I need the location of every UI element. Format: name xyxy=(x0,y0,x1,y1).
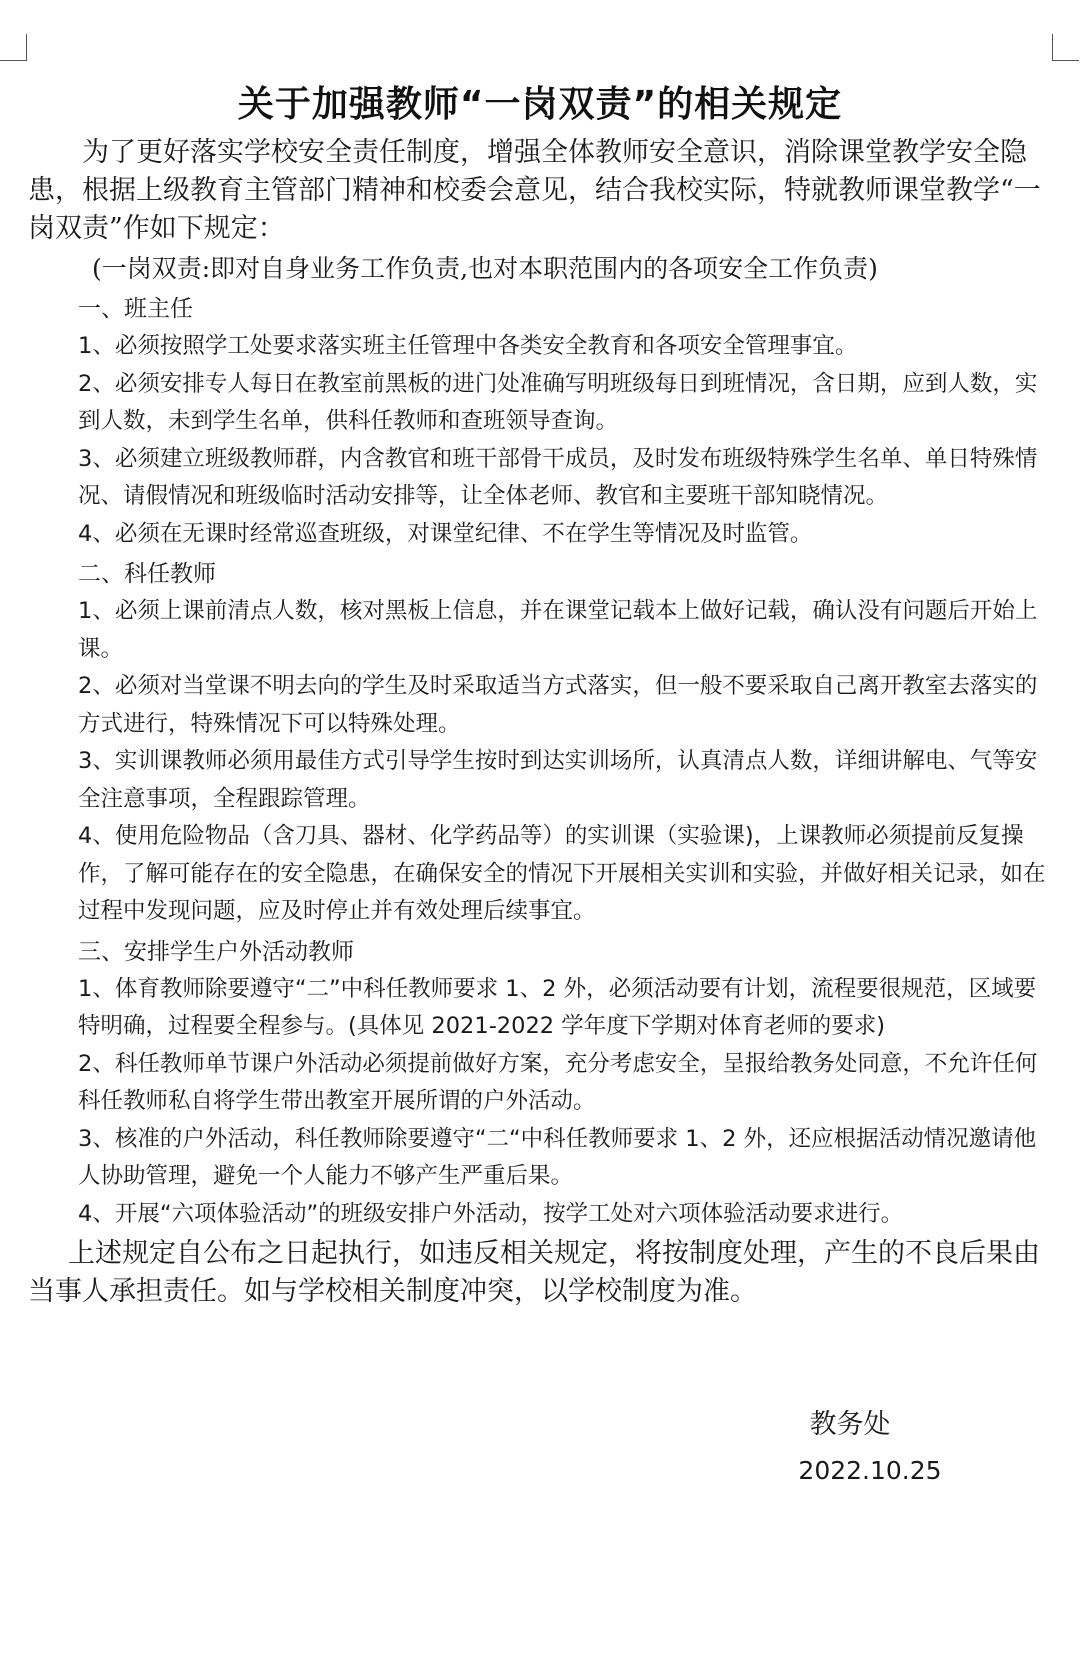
section-heading: 一、班主任 xyxy=(78,296,193,322)
list-item: 4、必须在无课时经常巡查班级，对课堂纪律、不在学生等情况及时监管。 xyxy=(78,520,813,547)
section-heading: 二、科任教师 xyxy=(78,561,216,587)
list-item: 3、实训课教师必须用最佳方式引导学生按时到达实训场所，认真清点人数，详细讲解电、气等安全注意事项，全程跟踪管理。 xyxy=(78,748,1038,812)
conclusion-paragraph: 上述规定自公布之日起执行，如违反相关规定，将按制度处理，产生的不良后果由当事人承担责任。如与学校相关制度冲突，以学校制度为准。 xyxy=(28,1238,1040,1307)
list-item: 1、必须上课前清点人数，核对黑板上信息，并在课堂记载本上做好记载，确认没有问题后开始上课。 xyxy=(78,598,1038,662)
list-item: 1、必须按照学工处要求落实班主任管理中各类安全教育和各项安全管理事宜。 xyxy=(78,333,858,359)
definition-note: (一岗双责:即对自身业务工作负责,也对本职范围内的各项安全工作负责) xyxy=(92,254,878,283)
signature-department: 教务处 xyxy=(809,1409,891,1440)
signature-block xyxy=(760,1405,980,1491)
section-head-teacher xyxy=(28,290,1052,553)
page-corner-mark-top-right xyxy=(1052,34,1079,61)
list-item: 2、必须安排专人每日在教室前黑板的进门处准确写明班级每日到班情况，含日期，应到人数，实到人数，未到学生名单，供科任教师和查班领导查询。 xyxy=(78,370,1038,434)
page-corner-mark-top-left xyxy=(0,34,27,61)
section-heading: 三、安排学生户外活动教师 xyxy=(78,938,354,965)
list-item: 3、核准的户外活动，科任教师除要遵守“二“中科任教师要求 1、2 外，还应根据活动情况邀请他人协助管理，避免一个人能力不够产生严重后果。 xyxy=(78,1125,1037,1189)
section-subject-teacher xyxy=(28,555,1052,931)
list-item: 3、必须建立班级教师群，内含教官和班干部骨干成员，及时发布班级特殊学生名单、单日特殊情况、请假情况和班级临时活动安排等，让全体老师、教官和主要班干部知晓情况。 xyxy=(78,445,1038,509)
list-item: 4、开展“六项体验活动”的班级安排户外活动，按学工处对六项体验活动要求进行。 xyxy=(78,1200,904,1227)
document-page xyxy=(28,78,1052,1311)
section-outdoor-activity-teacher xyxy=(28,933,1052,1234)
list-item: 4、使用危险物品（含刀具、器材、化学药品等）的实训课（实验课)，上课教师必须提前反复操作，了解可能存在的安全隐患，在确保安全的情况下开展相关实训和实验，并做好相关记录，如在过程中发现问题，应及时停止并有效处理后续事宜。 xyxy=(78,823,1046,924)
signature-date: 2022.10.25 xyxy=(798,1456,942,1485)
list-item: 2、必须对当堂课不明去向的学生及时采取适当方式落实，但一般不要采取自己离开教室去落实的方式进行，特殊情况下可以特殊处理。 xyxy=(78,673,1038,737)
list-item: 2、科任教师单节课户外活动必须提前做好方案，充分考虑安全，呈报给教务处同意，不允许任何科任教师私自将学生带出教室开展所谓的户外活动。 xyxy=(78,1050,1038,1114)
document-title: 关于加强教师“一岗双责”的相关规定 xyxy=(237,84,843,125)
list-item: 1、体育教师除要遵守“二”中科任教师要求 1、2 外，必须活动要有计划，流程要很规范，区域要特明确，过程要全程参与。(具体见 2021-2022 学年度下学期对体育老师的要求) xyxy=(78,975,1037,1039)
intro-paragraph: 为了更好落实学校安全责任制度，增强全体教师安全意识，消除课堂教学安全隐患，根据上级教育主管部门精神和校委会意见，结合我校实际，特就教师课堂教学“一岗双责”作如下规定： xyxy=(28,137,1041,244)
